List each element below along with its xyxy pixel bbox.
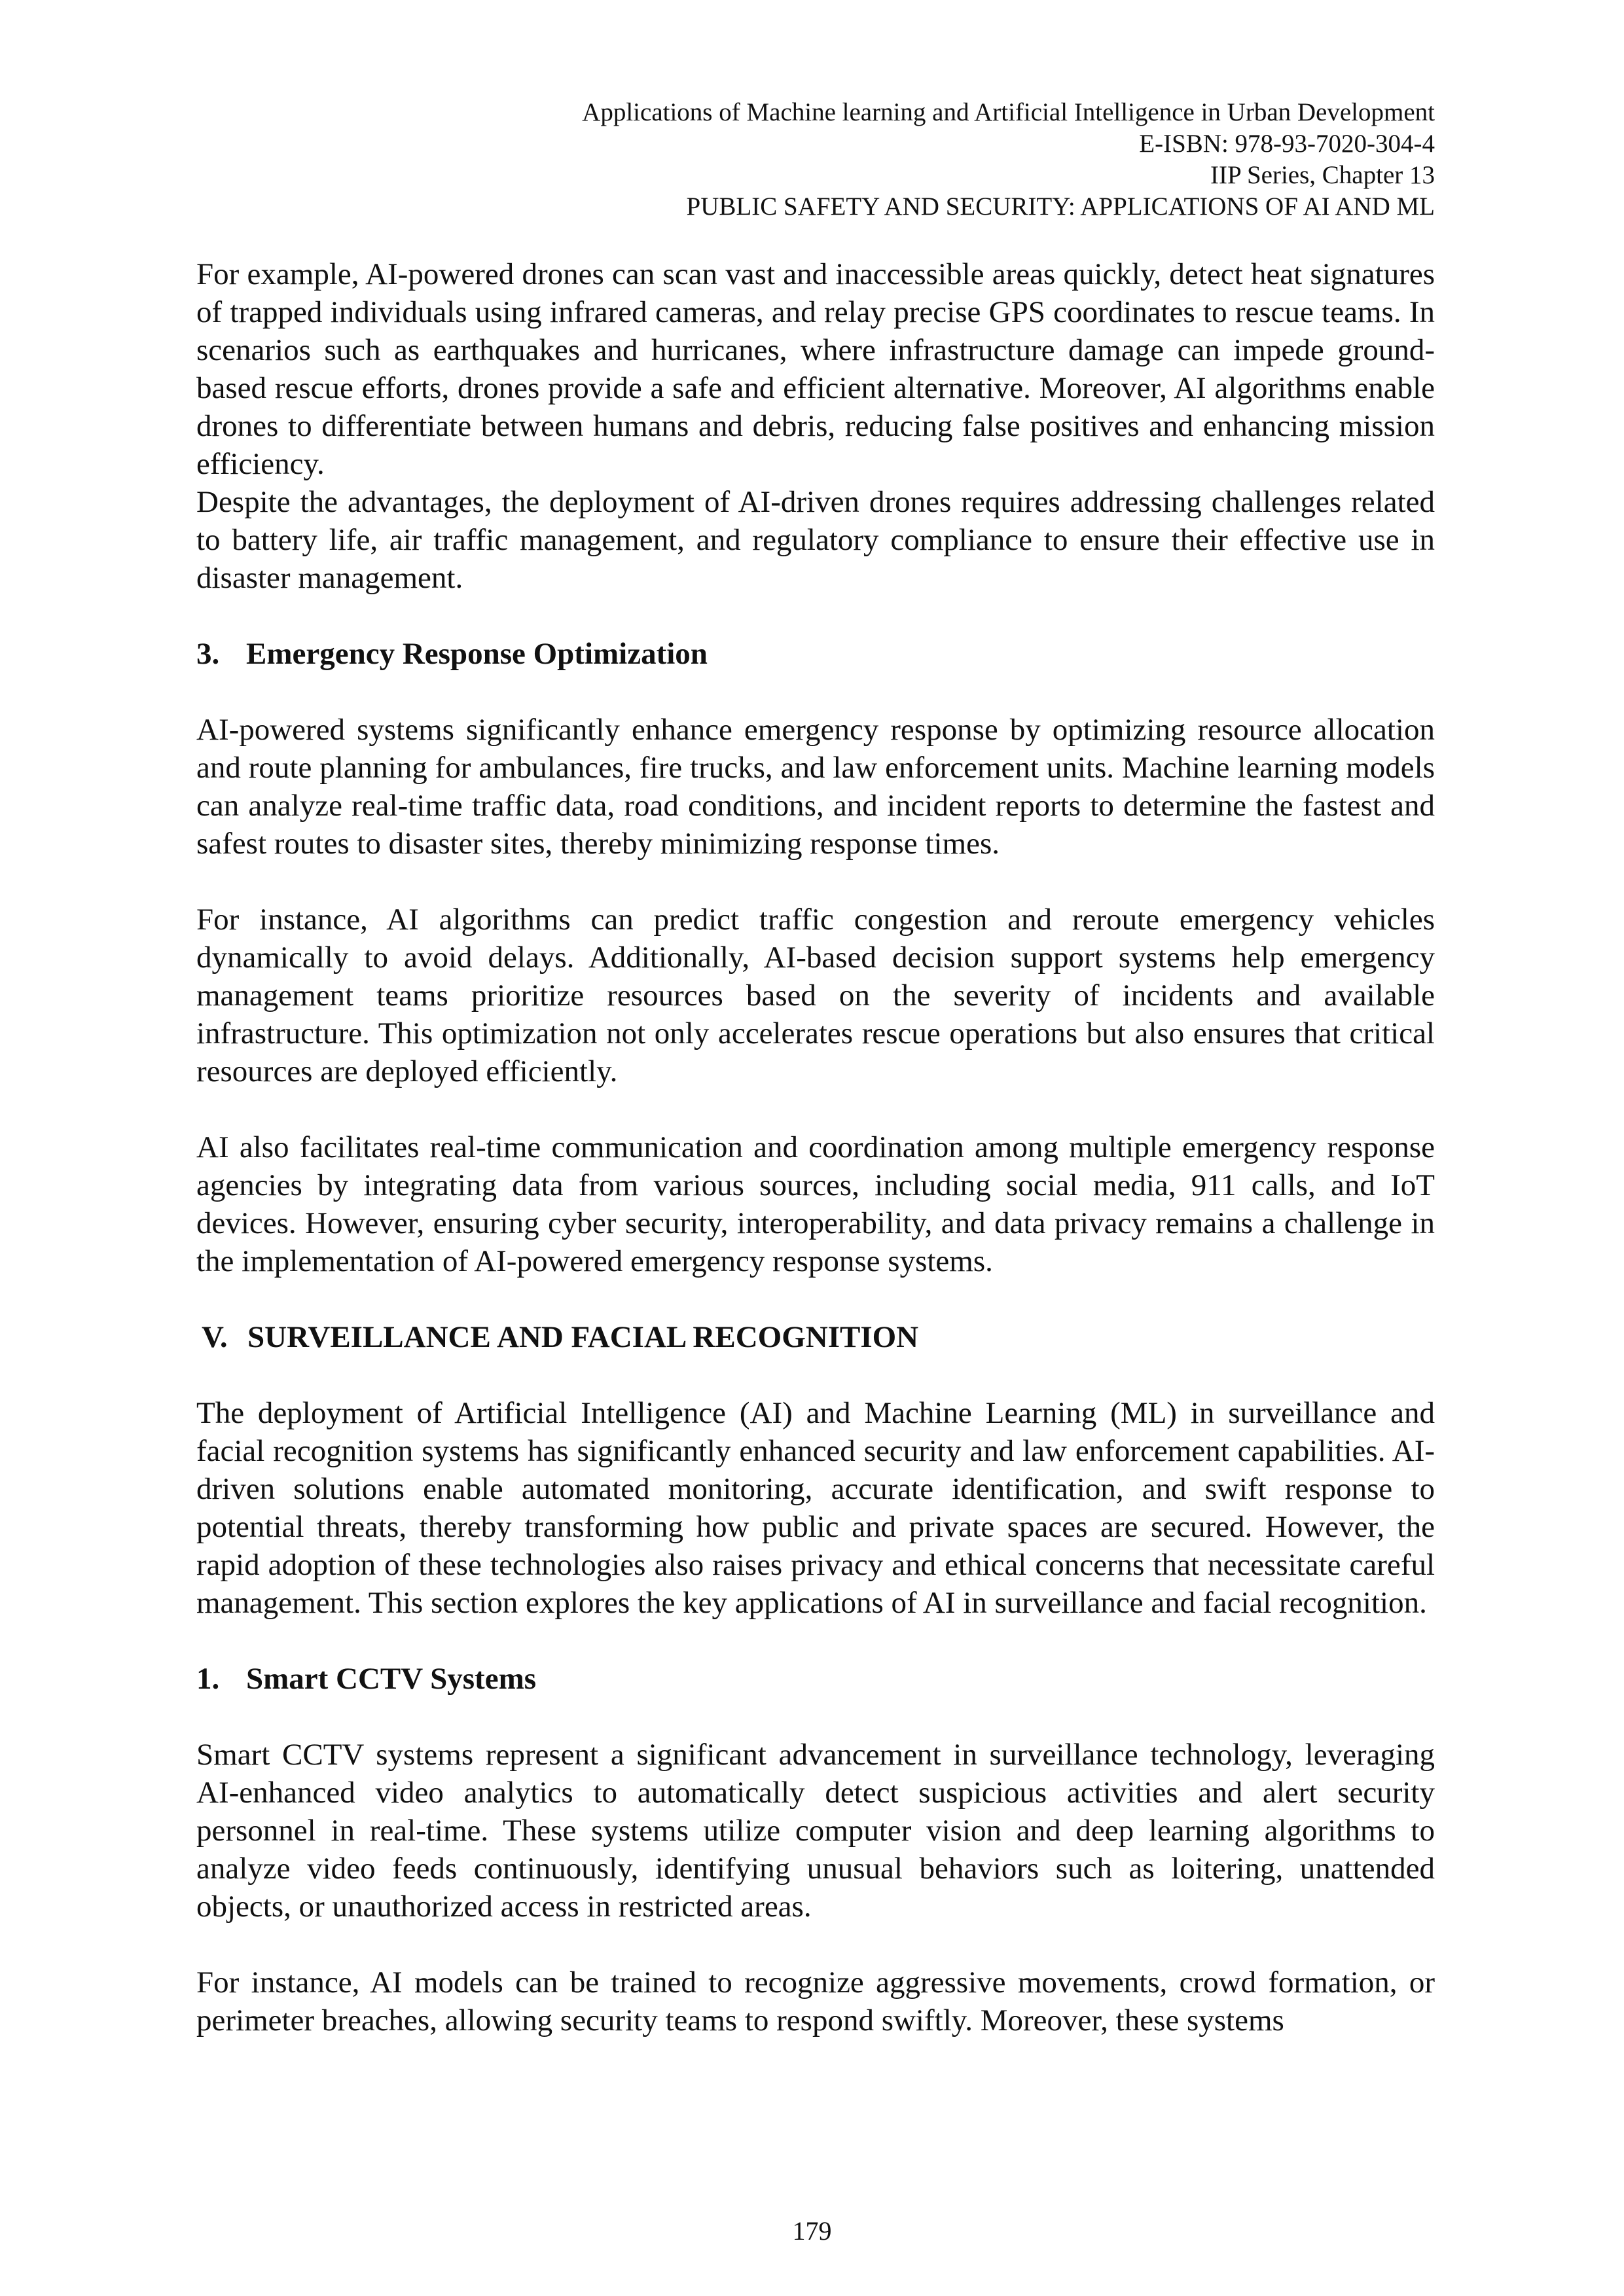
- paragraph-surveillance-intro: The deployment of Artificial Intelligence (AI) and Machine Learning (ML) in surveillance and facial recognition systems has significantly enhanced security and law enforcement capabilities. AI-driven solutions enable automated monitoring, accurate identification, and swift response to potential threats, thereby transforming how public and private spaces are secured. However, the rapid adoption of these technologies also raises privacy and ethical concerns that necessitate careful management. This section explores the key applications of AI in surveillance and facial recognition.: [196, 1396, 1435, 1620]
- heading-number: 1.: [196, 1662, 220, 1696]
- heading-number: V.: [202, 1320, 228, 1354]
- paragraph-drones-example: For example, AI-powered drones can scan vast and inaccessible areas quickly, detect heat signatures of trapped individuals using infrared cameras, and relay precise GPS coordinates to rescue teams. In scenarios such as earthquakes and hurricanes, where infrastructure damage can impede ground-based rescue efforts, drones provide a safe and efficient alternative. Moreover, AI algorithms enable drones to differentiate between humans and debris, reducing false positives and enhancing mission efficiency.: [196, 257, 1435, 481]
- page-body: [196, 255, 1435, 2039]
- heading-title: Emergency Response Optimization: [246, 637, 708, 671]
- heading-smart-cctv: [196, 1660, 1435, 1698]
- header-book-title: Applications of Machine learning and Artificial Intelligence in Urban Development: [582, 98, 1435, 126]
- header-chapter-title: PUBLIC SAFETY AND SECURITY: APPLICATIONS OF AI AND ML: [686, 192, 1435, 221]
- paragraph-cctv-instance: For instance, AI models can be trained to recognize aggressive movements, crowd formation, or perimeter breaches, allowing security teams to respond swiftly. Moreover, these systems: [196, 1965, 1435, 2037]
- running-header: [458, 97, 1435, 223]
- heading-emergency-response: [196, 635, 1435, 673]
- paragraph-emergency-intro: AI-powered systems significantly enhance emergency response by optimizing resource allocation and route planning for ambulances, fire trucks, and law enforcement units. Machine learning models can analyze real-time traffic data, road conditions, and incident reports to determine the fastest and safest routes to disaster sites, thereby minimizing response times.: [196, 713, 1435, 861]
- heading-surveillance-section: [196, 1318, 1435, 1356]
- header-isbn: E-ISBN: 978-93-7020-304-4: [1139, 130, 1435, 158]
- paragraph-cctv-intro: Smart CCTV systems represent a significant advancement in surveillance technology, leveraging AI-enhanced video analytics to automatically detect suspicious activities and alert security personnel in real-time. These systems utilize computer vision and deep learning algorithms to analyze video feeds continuously, identifying unusual behaviors such as loitering, unattended objects, or unauthorized access in restricted areas.: [196, 1738, 1435, 1924]
- paragraph-drones-challenges: Despite the advantages, the deployment of AI-driven drones requires addressing challenges related to battery life, air traffic management, and regulatory compliance to ensure their effective use in disaster management.: [196, 485, 1435, 595]
- paragraph-emergency-instance: For instance, AI algorithms can predict traffic congestion and reroute emergency vehicles dynamically to avoid delays. Additionally, AI-based decision support systems help emergency management teams prioritize resources based on the severity of incidents and available infrastructure. This optimization not only accelerates rescue operations but also ensures that critical resources are deployed efficiently.: [196, 903, 1435, 1088]
- heading-number: 3.: [196, 637, 220, 671]
- header-series: IIP Series, Chapter 13: [1210, 161, 1435, 189]
- heading-title: SURVEILLANCE AND FACIAL RECOGNITION: [247, 1320, 919, 1354]
- heading-title: Smart CCTV Systems: [246, 1662, 537, 1696]
- paragraph-emergency-coordination: AI also facilitates real-time communication and coordination among multiple emergency response agencies by integrating data from various sources, including social media, 911 calls, and IoT devices. However, ensuring cyber security, interoperability, and data privacy remains a challenge in the implementation of AI-powered emergency response systems.: [196, 1130, 1435, 1278]
- page-number: 179: [792, 2216, 832, 2246]
